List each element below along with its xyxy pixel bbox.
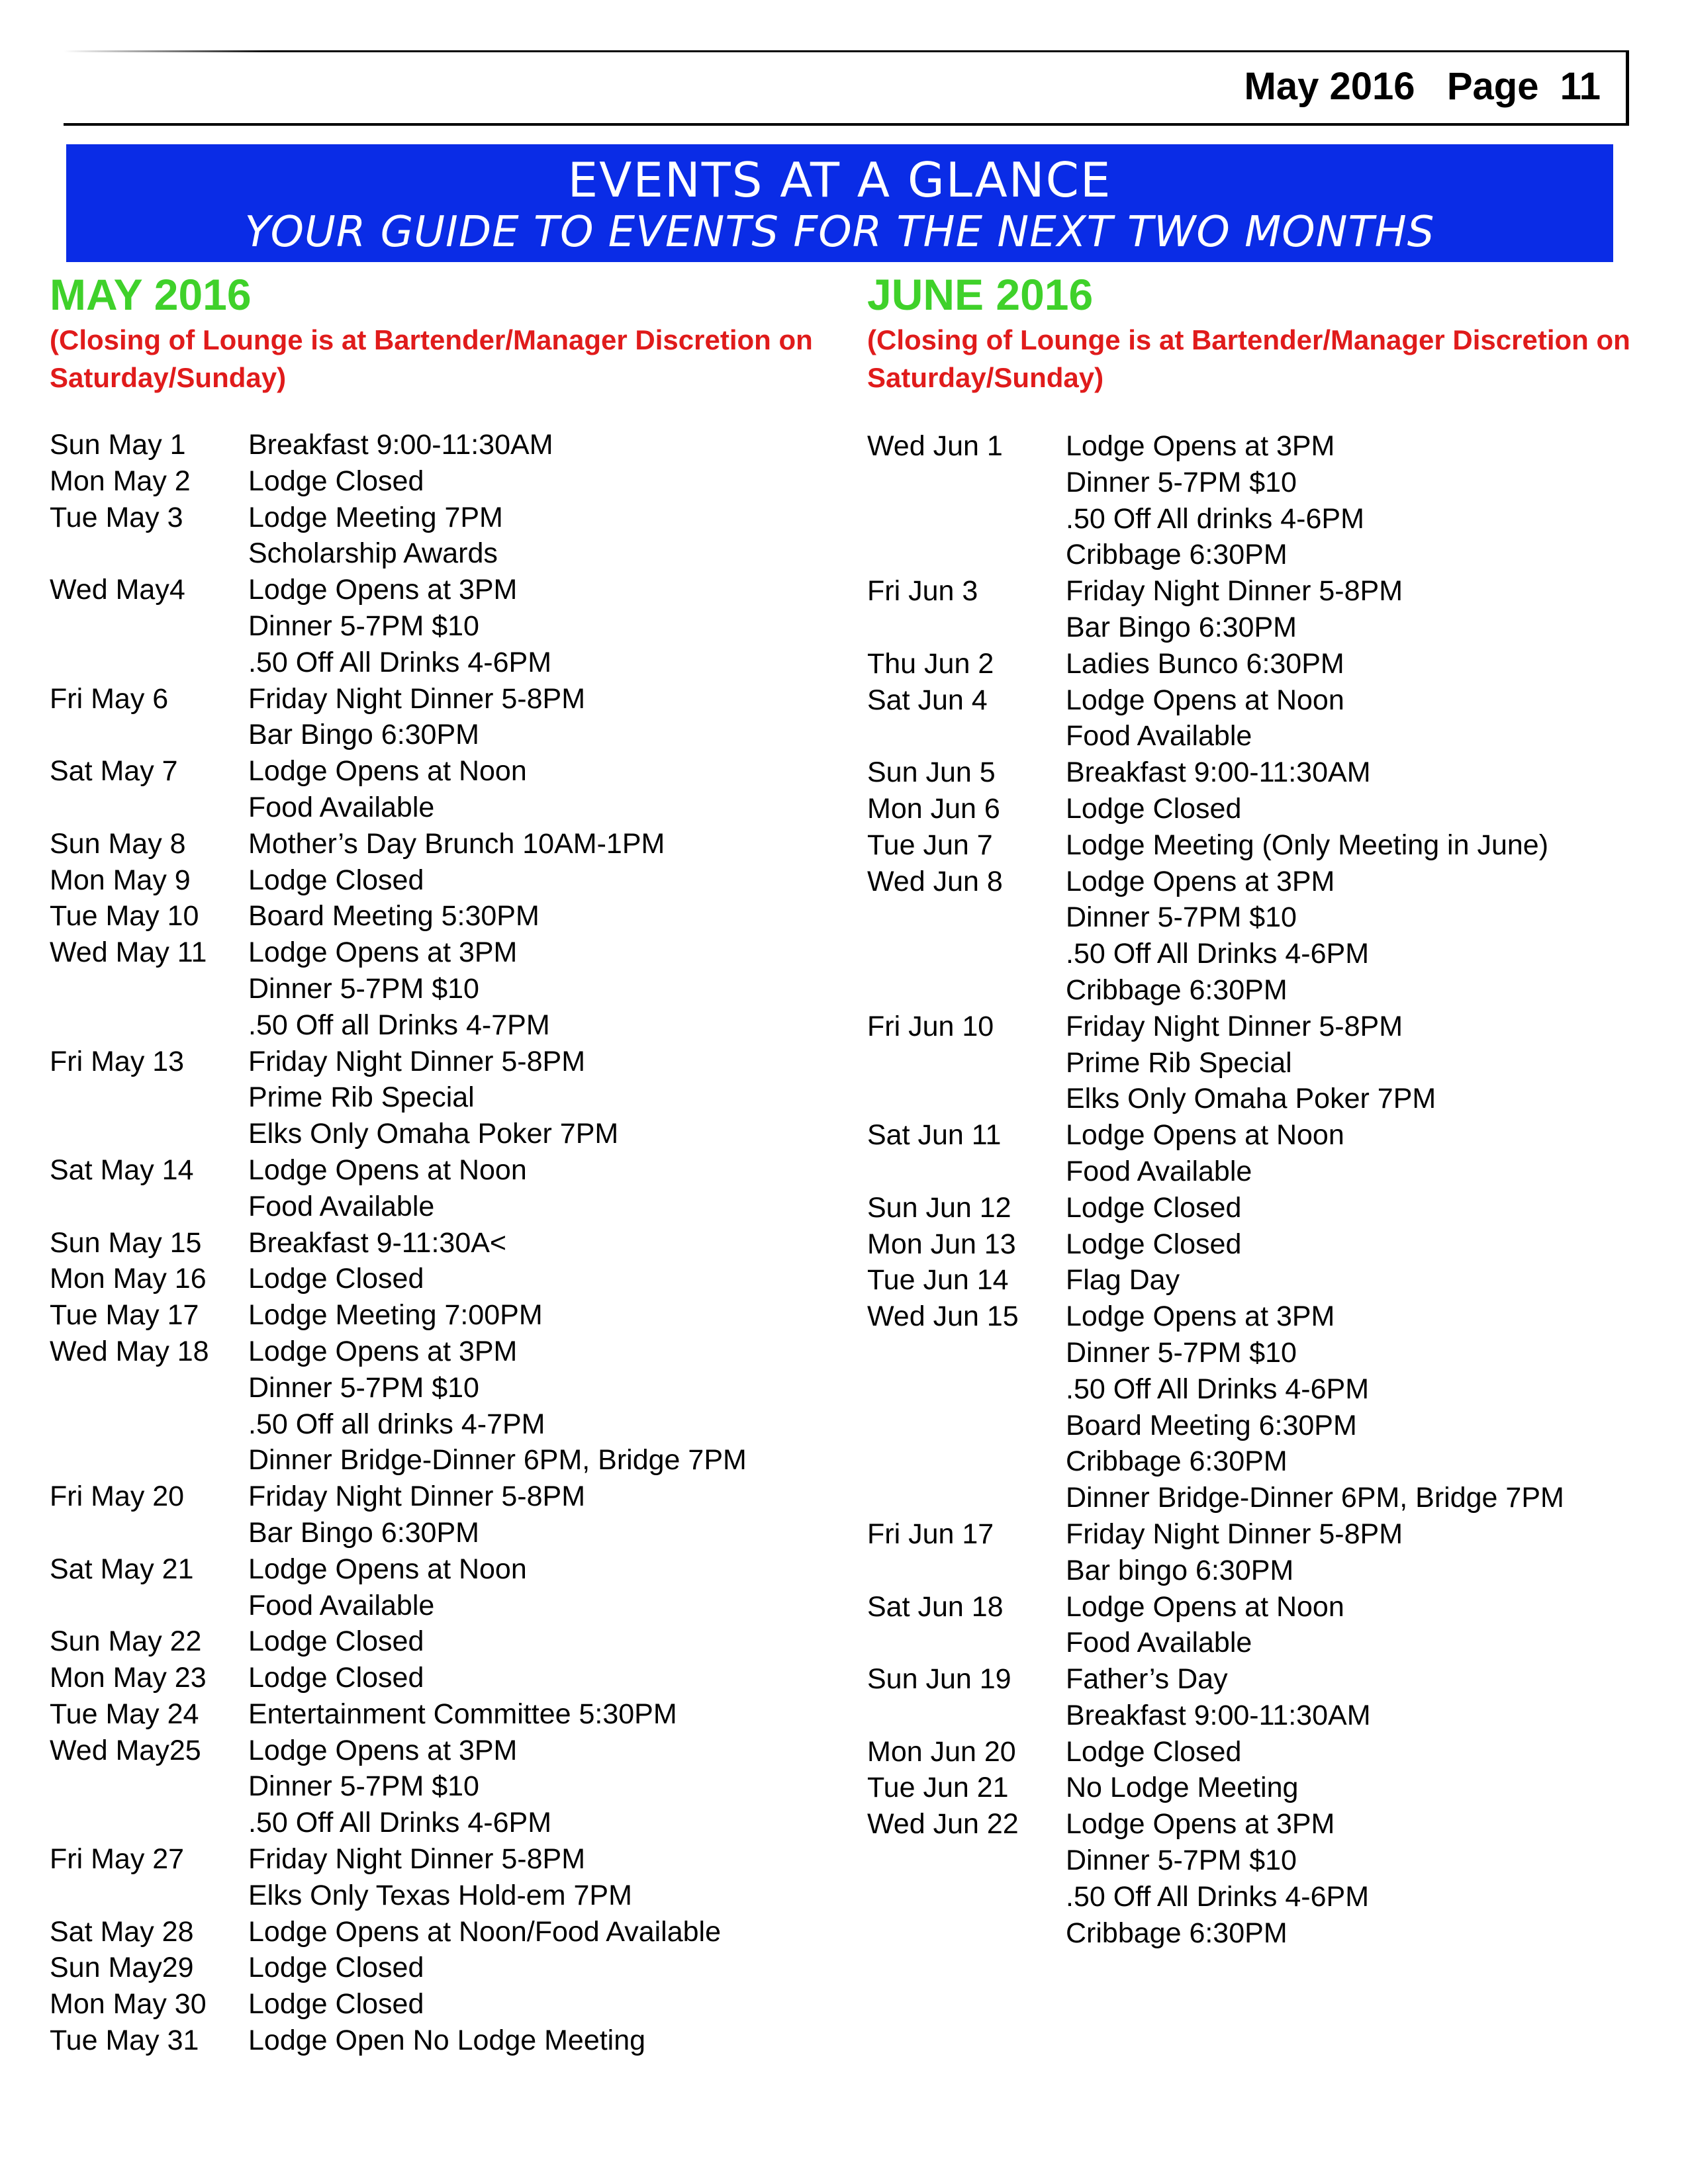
event-item: Lodge Opens at Noon <box>248 1553 527 1585</box>
event-list <box>867 428 1564 1951</box>
event-date: Tue May 10 <box>50 900 199 933</box>
event-date: Wed Jun 1 <box>867 430 1003 462</box>
event-date: Sun Jun 19 <box>867 1663 1011 1696</box>
event-items <box>248 1623 424 1660</box>
event-row <box>50 427 747 463</box>
event-items <box>248 1479 585 1551</box>
event-item: Dinner 5-7PM $10 <box>1066 901 1297 934</box>
event-item: Lodge Closed <box>248 1625 424 1658</box>
event-items <box>248 1660 424 1696</box>
event-item: Food Available <box>248 1190 435 1222</box>
event-row <box>50 862 747 899</box>
banner-title: EVENTS AT A GLANCE <box>567 152 1112 208</box>
event-date: Fri Jun 10 <box>867 1010 994 1042</box>
event-row <box>50 1841 747 1914</box>
event-row <box>867 428 1564 573</box>
event-items <box>1066 754 1371 791</box>
event-date: Tue May 3 <box>50 501 183 533</box>
event-items <box>248 2023 645 2059</box>
event-date: Sat May 21 <box>50 1553 194 1585</box>
event-item: Lodge Opens at 3PM <box>1066 865 1335 897</box>
event-items <box>248 826 665 862</box>
event-item: Elks Only Omaha Poker 7PM <box>1066 1083 1436 1115</box>
event-date: Tue Jun 21 <box>867 1772 1009 1804</box>
event-item: Food Available <box>1066 720 1252 752</box>
event-items <box>248 753 527 826</box>
event-item: .50 Off all Drinks 4-7PM <box>248 1009 550 1041</box>
event-items <box>248 500 503 572</box>
event-item: Board Meeting 5:30PM <box>248 900 539 933</box>
event-row <box>50 681 747 754</box>
event-date: Sat Jun 11 <box>867 1119 1002 1152</box>
event-item: Dinner Bridge-Dinner 6PM, Bridge 7PM <box>248 1444 747 1477</box>
page-header <box>64 50 1629 126</box>
event-date: Wed May 18 <box>50 1335 209 1367</box>
event-items <box>248 1914 721 1950</box>
event-date: Wed Jun 22 <box>867 1808 1019 1841</box>
event-row <box>50 1733 747 1841</box>
event-items <box>248 898 539 934</box>
event-item: Bar bingo 6:30PM <box>1066 1554 1294 1586</box>
event-row <box>50 2023 747 2059</box>
event-item: Mother’s Day Brunch 10AM-1PM <box>248 827 665 860</box>
event-date: Fri Jun 3 <box>867 575 978 608</box>
event-date: Tue Jun 7 <box>867 829 993 861</box>
event-row <box>867 682 1564 755</box>
event-row <box>50 1986 747 2023</box>
event-row <box>867 1589 1564 1662</box>
event-row <box>867 827 1564 864</box>
event-items <box>1066 1770 1298 1806</box>
event-item: Lodge Opens at Noon <box>248 755 527 788</box>
event-date: Thu Jun 2 <box>867 647 994 680</box>
event-items <box>248 1696 677 1733</box>
event-item: Lodge Opens at Noon <box>248 1154 527 1186</box>
event-item: Friday Night Dinner 5-8PM <box>248 1045 586 1077</box>
event-date: Mon Jun 20 <box>867 1735 1016 1768</box>
event-item: Bar Bingo 6:30PM <box>248 719 479 751</box>
event-item: Prime Rib Special <box>1066 1046 1292 1079</box>
event-row <box>50 1044 747 1152</box>
event-items <box>248 572 551 680</box>
event-item: Breakfast 9:00-11:30AM <box>1066 1699 1371 1731</box>
event-row <box>50 1914 747 1950</box>
event-items <box>248 1950 424 1986</box>
event-item: Friday Night Dinner 5-8PM <box>248 1480 586 1513</box>
event-item: Food Available <box>1066 1627 1252 1659</box>
event-item: Dinner 5-7PM $10 <box>1066 1844 1297 1877</box>
event-items <box>1066 428 1364 573</box>
event-items <box>1066 682 1344 755</box>
may-column <box>50 268 831 2057</box>
event-row <box>867 1806 1564 1951</box>
event-date: Sun May 22 <box>50 1625 202 1658</box>
month-heading: JUNE 2016 <box>867 270 1094 319</box>
event-item: Lodge Opens at 3PM <box>248 574 518 606</box>
event-items <box>248 862 424 899</box>
event-items <box>248 463 424 500</box>
event-item: Dinner 5-7PM $10 <box>248 610 479 642</box>
event-item: Friday Night Dinner 5-8PM <box>248 1843 586 1876</box>
event-item: .50 Off All Drinks 4-6PM <box>248 1807 552 1839</box>
event-item: Cribbage 6:30PM <box>1066 974 1288 1006</box>
event-item: Bar Bingo 6:30PM <box>248 1516 479 1549</box>
event-item: Lodge Meeting 7PM <box>248 501 503 533</box>
event-items <box>1066 1009 1436 1117</box>
event-date: Fri May 27 <box>50 1843 185 1876</box>
event-items <box>1066 1190 1241 1226</box>
event-date: Sun May 8 <box>50 827 186 860</box>
event-row <box>867 1734 1564 1770</box>
event-row <box>867 1117 1564 1190</box>
event-row <box>867 754 1564 791</box>
event-items <box>1066 864 1369 1009</box>
event-item: Lodge Closed <box>1066 1735 1242 1768</box>
banner-subtitle: YOUR GUIDE TO EVENTS FOR THE NEXT TWO MONTHS <box>244 208 1435 257</box>
event-date: Wed May 11 <box>50 936 207 969</box>
event-item: Dinner 5-7PM $10 <box>248 1371 479 1404</box>
event-items <box>248 681 585 754</box>
event-items <box>248 1152 527 1225</box>
event-row <box>867 1516 1564 1589</box>
event-item: Prime Rib Special <box>248 1081 475 1114</box>
event-item: .50 Off All Drinks 4-6PM <box>248 646 552 678</box>
event-items <box>1066 1117 1344 1190</box>
event-item: Food Available <box>248 791 435 823</box>
event-items <box>1066 1516 1403 1589</box>
event-item: Lodge Open No Lodge Meeting <box>248 2025 646 2057</box>
event-items <box>1066 827 1548 864</box>
event-item: Lodge Closed <box>248 465 424 497</box>
event-date: Mon Jun 13 <box>867 1228 1016 1260</box>
event-item: Food Available <box>248 1589 435 1621</box>
header-issue: May 2016 <box>1244 65 1415 108</box>
event-item: Lodge Opens at 3PM <box>1066 430 1335 462</box>
event-item: Breakfast 9:00-11:30AM <box>248 429 553 461</box>
event-row <box>50 1261 747 1297</box>
event-item: Cribbage 6:30PM <box>1066 539 1288 571</box>
event-item: Father’s Day <box>1066 1663 1228 1696</box>
event-item: Lodge Opens at Noon/Food Available <box>248 1915 722 1948</box>
event-row <box>50 1297 747 1334</box>
event-date: Fri May 6 <box>50 682 169 715</box>
event-row <box>867 791 1564 827</box>
event-row <box>50 500 747 572</box>
event-row <box>50 572 747 680</box>
events-banner <box>66 144 1613 262</box>
june-column <box>867 268 1662 1949</box>
event-items <box>248 1225 506 1261</box>
event-row <box>867 1226 1564 1263</box>
event-date: Tue May 17 <box>50 1299 199 1332</box>
event-date: Sun May 15 <box>50 1226 202 1259</box>
event-row <box>50 1950 747 1986</box>
event-items <box>1066 1661 1371 1734</box>
event-date: Fri Jun 17 <box>867 1518 994 1550</box>
event-items <box>248 1334 747 1479</box>
event-date: Mon May 23 <box>50 1662 207 1694</box>
event-items <box>248 1551 527 1624</box>
event-date: Sun May29 <box>50 1952 194 1984</box>
event-row <box>50 753 747 826</box>
header-page-number: Page 11 <box>1446 65 1601 108</box>
event-row <box>867 864 1564 1009</box>
event-date: Mon May 16 <box>50 1263 207 1295</box>
event-item: Lodge Opens at Noon <box>1066 1590 1344 1623</box>
event-item: Elks Only Omaha Poker 7PM <box>248 1118 619 1150</box>
event-item: Dinner 5-7PM $10 <box>1066 466 1297 498</box>
event-date: Sat May 7 <box>50 755 178 788</box>
event-item: Breakfast 9:00-11:30AM <box>1066 756 1371 789</box>
event-item: .50 Off All drinks 4-6PM <box>1066 502 1364 535</box>
event-row <box>50 1696 747 1733</box>
event-row <box>867 573 1564 646</box>
event-items <box>1066 1298 1564 1516</box>
event-items <box>1066 1226 1241 1263</box>
event-item: Friday Night Dinner 5-8PM <box>1066 575 1403 608</box>
event-item: Flag Day <box>1066 1264 1180 1297</box>
event-date: Sun Jun 5 <box>867 756 996 789</box>
event-row <box>50 826 747 862</box>
event-item: Lodge Meeting 7:00PM <box>248 1299 543 1332</box>
event-item: Dinner Bridge-Dinner 6PM, Bridge 7PM <box>1066 1482 1564 1514</box>
event-date: Fri May 20 <box>50 1480 185 1513</box>
event-item: Lodge Closed <box>248 1988 424 2021</box>
event-items <box>1066 1806 1369 1951</box>
event-date: Sat Jun 18 <box>867 1590 1004 1623</box>
event-item: No Lodge Meeting <box>1066 1772 1299 1804</box>
event-row <box>50 1660 747 1696</box>
event-date: Tue Jun 14 <box>867 1264 1009 1297</box>
event-date: Mon May 9 <box>50 864 191 896</box>
event-item: Lodge Closed <box>1066 1191 1242 1224</box>
event-row <box>50 898 747 934</box>
event-list <box>50 427 747 2059</box>
event-row <box>50 1551 747 1624</box>
event-item: Dinner 5-7PM $10 <box>1066 1336 1297 1369</box>
header-rule <box>64 50 275 52</box>
lounge-closing-note: (Closing of Lounge is at Bartender/Manager Discretion on Saturday/Sunday) <box>50 324 813 393</box>
event-item: Lodge Closed <box>248 1952 424 1984</box>
event-date: Wed Jun 15 <box>867 1300 1019 1333</box>
event-item: Dinner 5-7PM $10 <box>248 1770 479 1803</box>
event-item: Elks Only Texas Hold-em 7PM <box>248 1879 632 1911</box>
event-item: Friday Night Dinner 5-8PM <box>248 682 586 715</box>
event-row <box>50 1334 747 1479</box>
event-item: .50 Off All Drinks 4-6PM <box>1066 1880 1370 1913</box>
event-item: Lodge Closed <box>248 864 424 896</box>
event-item: Lodge Closed <box>248 1263 424 1295</box>
event-row <box>867 646 1564 682</box>
event-row <box>867 1262 1564 1298</box>
event-items <box>248 1733 551 1841</box>
event-items <box>1066 791 1241 827</box>
event-item: Ladies Bunco 6:30PM <box>1066 647 1344 680</box>
event-date: Sun Jun 12 <box>867 1191 1011 1224</box>
event-items <box>1066 646 1344 682</box>
event-item: .50 Off All Drinks 4-6PM <box>1066 938 1370 970</box>
event-item: Lodge Opens at 3PM <box>1066 1808 1335 1841</box>
event-date: Sat Jun 4 <box>867 684 988 716</box>
event-item: Breakfast 9-11:30A< <box>248 1226 507 1259</box>
event-item: Lodge Closed <box>248 1662 424 1694</box>
event-item: Lodge Opens at 3PM <box>248 1335 518 1367</box>
event-item: Lodge Opens at 3PM <box>248 936 518 969</box>
event-item: Scholarship Awards <box>248 537 498 570</box>
event-row <box>50 1623 747 1660</box>
event-row <box>867 1190 1564 1226</box>
lounge-closing-note: (Closing of Lounge is at Bartender/Manager Discretion on Saturday/Sunday) <box>867 324 1630 393</box>
event-items <box>1066 1589 1344 1662</box>
event-date: Sun May 1 <box>50 429 186 461</box>
event-date: Mon Jun 6 <box>867 792 1000 825</box>
event-items <box>248 427 553 463</box>
event-item: Bar Bingo 6:30PM <box>1066 611 1297 643</box>
event-item: Lodge Opens at Noon <box>1066 1119 1344 1152</box>
event-row <box>867 1009 1564 1117</box>
event-item: Lodge Meeting (Only Meeting in June) <box>1066 829 1549 861</box>
header-issue-page <box>1244 64 1601 109</box>
event-row <box>50 1479 747 1551</box>
event-row <box>867 1770 1564 1806</box>
event-item: Cribbage 6:30PM <box>1066 1917 1288 1949</box>
event-row <box>50 1152 747 1225</box>
event-item: Dinner 5-7PM $10 <box>248 972 479 1005</box>
event-item: Friday Night Dinner 5-8PM <box>1066 1518 1403 1550</box>
event-date: Fri May 13 <box>50 1045 185 1077</box>
event-items <box>248 934 550 1043</box>
event-row <box>867 1661 1564 1734</box>
event-item: Lodge Closed <box>1066 1228 1242 1260</box>
event-date: Sat May 28 <box>50 1915 194 1948</box>
event-item: .50 Off all drinks 4-7PM <box>248 1408 545 1440</box>
event-item: Food Available <box>1066 1155 1252 1187</box>
event-date: Mon May 30 <box>50 1988 207 2021</box>
event-row <box>50 463 747 500</box>
event-date: Wed May25 <box>50 1734 201 1766</box>
event-items <box>248 1841 632 1914</box>
event-item: Lodge Opens at 3PM <box>1066 1300 1335 1333</box>
event-items <box>1066 1734 1241 1770</box>
event-items <box>248 1044 618 1152</box>
event-item: Cribbage 6:30PM <box>1066 1445 1288 1478</box>
event-row <box>867 1298 1564 1516</box>
month-heading: MAY 2016 <box>50 270 252 319</box>
event-items <box>1066 573 1403 646</box>
event-date: Mon May 2 <box>50 465 191 497</box>
event-date: Tue May 31 <box>50 2025 199 2057</box>
event-item: Board Meeting 6:30PM <box>1066 1409 1357 1441</box>
event-date: Sat May 14 <box>50 1154 194 1186</box>
event-items <box>1066 1262 1180 1298</box>
event-date: Wed Jun 8 <box>867 865 1003 897</box>
event-items <box>248 1261 424 1297</box>
event-item: Lodge Closed <box>1066 792 1242 825</box>
event-item: Friday Night Dinner 5-8PM <box>1066 1010 1403 1042</box>
event-item: Entertainment Committee 5:30PM <box>248 1698 677 1730</box>
event-date: Tue May 24 <box>50 1698 199 1730</box>
event-item: .50 Off All Drinks 4-6PM <box>1066 1373 1370 1405</box>
event-row <box>50 934 747 1043</box>
event-row <box>50 1225 747 1261</box>
event-items <box>248 1297 543 1334</box>
event-date: Wed May4 <box>50 574 185 606</box>
event-items <box>248 1986 424 2023</box>
event-item: Lodge Opens at Noon <box>1066 684 1344 716</box>
event-item: Lodge Opens at 3PM <box>248 1734 518 1766</box>
